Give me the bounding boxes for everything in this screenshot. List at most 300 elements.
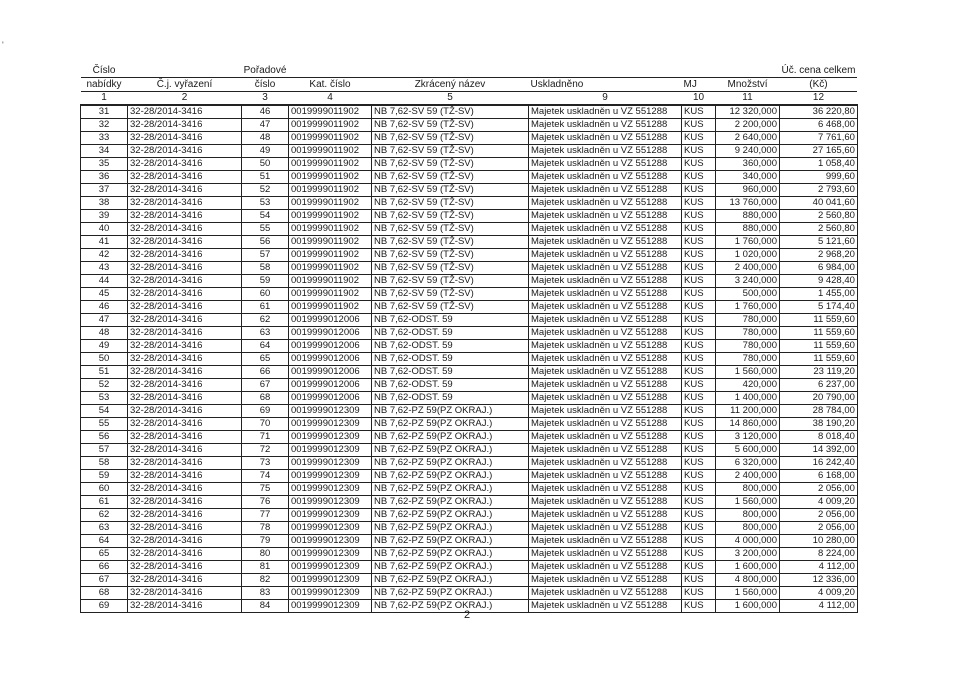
- storage-location-cell: Majetek uskladněn u VZ 551288: [529, 236, 682, 249]
- reference-number-cell: 32-28/2014-3416: [128, 249, 242, 262]
- storage-location-cell: Majetek uskladněn u VZ 551288: [529, 561, 682, 574]
- catalog-number-cell: 0019999012309: [289, 509, 372, 522]
- offer-number-cell: 40: [81, 223, 128, 236]
- total-price-cell: 6 468,00: [780, 119, 858, 132]
- reference-number-cell: 32-28/2014-3416: [128, 353, 242, 366]
- quantity-cell: 3 200,000: [716, 548, 780, 561]
- short-name-cell: NB 7,62-SV 59 (TŽ-SV): [372, 262, 529, 275]
- total-price-cell: 12 336,00: [780, 574, 858, 587]
- storage-location-cell: Majetek uskladněn u VZ 551288: [529, 171, 682, 184]
- catalog-number-cell: 0019999012309: [289, 483, 372, 496]
- reference-number-cell: 32-28/2014-3416: [128, 275, 242, 288]
- unit-cell: KUS: [682, 574, 716, 587]
- reference-number-cell: 32-28/2014-3416: [128, 210, 242, 223]
- total-price-cell: 6 237,00: [780, 379, 858, 392]
- quantity-cell: 800,000: [716, 483, 780, 496]
- unit-cell: KUS: [682, 236, 716, 249]
- table-row: [81, 548, 858, 561]
- offer-number-cell: 44: [81, 275, 128, 288]
- table-row: [81, 262, 858, 275]
- total-price-cell: 2 560,80: [780, 223, 858, 236]
- column-number: 11: [716, 92, 780, 106]
- table-row: [81, 431, 858, 444]
- reference-number-cell: 32-28/2014-3416: [128, 158, 242, 171]
- short-name-cell: NB 7,62-SV 59 (TŽ-SV): [372, 158, 529, 171]
- total-price-cell: 2 793,60: [780, 184, 858, 197]
- quantity-cell: 360,000: [716, 158, 780, 171]
- unit-cell: KUS: [682, 132, 716, 145]
- reference-number-cell: 32-28/2014-3416: [128, 340, 242, 353]
- storage-location-cell: Majetek uskladněn u VZ 551288: [529, 132, 682, 145]
- storage-location-cell: Majetek uskladněn u VZ 551288: [529, 314, 682, 327]
- order-number-cell: 47: [242, 119, 289, 132]
- catalog-number-cell: 0019999012309: [289, 574, 372, 587]
- short-name-cell: NB 7,62-ODST. 59: [372, 379, 529, 392]
- offer-number-cell: 57: [81, 444, 128, 457]
- table-row: [81, 249, 858, 262]
- table-row: [81, 132, 858, 145]
- storage-location-cell: Majetek uskladněn u VZ 551288: [529, 587, 682, 600]
- offer-number-cell: 36: [81, 171, 128, 184]
- short-name-cell: NB 7,62-ODST. 59: [372, 314, 529, 327]
- inventory-table: [80, 64, 858, 613]
- total-price-cell: 27 165,60: [780, 145, 858, 158]
- short-name-cell: NB 7,62-SV 59 (TŽ-SV): [372, 119, 529, 132]
- quantity-cell: 9 240,000: [716, 145, 780, 158]
- reference-number-cell: 32-28/2014-3416: [128, 379, 242, 392]
- short-name-cell: NB 7,62-PZ 59(PZ OKRAJ.): [372, 444, 529, 457]
- catalog-number-cell: 0019999011902: [289, 236, 372, 249]
- unit-cell: KUS: [682, 158, 716, 171]
- catalog-number-cell: 0019999012006: [289, 340, 372, 353]
- total-price-cell: 23 119,20: [780, 366, 858, 379]
- column-number: 2: [128, 92, 242, 106]
- quantity-cell: 780,000: [716, 327, 780, 340]
- header-cell: číslo: [242, 78, 289, 92]
- short-name-cell: NB 7,62-PZ 59(PZ OKRAJ.): [372, 600, 529, 613]
- quantity-cell: 1 560,000: [716, 587, 780, 600]
- unit-cell: KUS: [682, 431, 716, 444]
- total-price-cell: 20 790,00: [780, 392, 858, 405]
- table-row: [81, 288, 858, 301]
- unit-cell: KUS: [682, 119, 716, 132]
- offer-number-cell: 31: [81, 105, 128, 119]
- unit-cell: KUS: [682, 457, 716, 470]
- total-price-cell: 28 784,00: [780, 405, 858, 418]
- table-body: [81, 105, 858, 613]
- table-row: [81, 184, 858, 197]
- storage-location-cell: Majetek uskladněn u VZ 551288: [529, 379, 682, 392]
- reference-number-cell: 32-28/2014-3416: [128, 314, 242, 327]
- total-price-cell: 11 559,60: [780, 314, 858, 327]
- total-price-cell: 2 056,00: [780, 522, 858, 535]
- table-row: [81, 535, 858, 548]
- table-row: [81, 340, 858, 353]
- header-cell: [372, 64, 529, 78]
- total-price-cell: 4 112,00: [780, 600, 858, 613]
- catalog-number-cell: 0019999012006: [289, 392, 372, 405]
- catalog-number-cell: 0019999011902: [289, 132, 372, 145]
- short-name-cell: NB 7,62-PZ 59(PZ OKRAJ.): [372, 470, 529, 483]
- short-name-cell: NB 7,62-SV 59 (TŽ-SV): [372, 236, 529, 249]
- unit-cell: KUS: [682, 470, 716, 483]
- reference-number-cell: 32-28/2014-3416: [128, 561, 242, 574]
- total-price-cell: 4 112,00: [780, 561, 858, 574]
- offer-number-cell: 49: [81, 340, 128, 353]
- header-cell: [529, 64, 682, 78]
- order-number-cell: 75: [242, 483, 289, 496]
- total-price-cell: 7 761,60: [780, 132, 858, 145]
- short-name-cell: NB 7,62-ODST. 59: [372, 353, 529, 366]
- header-cell: Číslo: [81, 64, 128, 78]
- order-number-cell: 83: [242, 587, 289, 600]
- storage-location-cell: Majetek uskladněn u VZ 551288: [529, 483, 682, 496]
- catalog-number-cell: 0019999012309: [289, 470, 372, 483]
- reference-number-cell: 32-28/2014-3416: [128, 236, 242, 249]
- catalog-number-cell: 0019999012006: [289, 314, 372, 327]
- table-row: [81, 470, 858, 483]
- offer-number-cell: 46: [81, 301, 128, 314]
- quantity-cell: 500,000: [716, 288, 780, 301]
- storage-location-cell: Majetek uskladněn u VZ 551288: [529, 288, 682, 301]
- reference-number-cell: 32-28/2014-3416: [128, 535, 242, 548]
- unit-cell: KUS: [682, 548, 716, 561]
- quantity-cell: 780,000: [716, 340, 780, 353]
- short-name-cell: NB 7,62-ODST. 59: [372, 340, 529, 353]
- total-price-cell: 4 009,20: [780, 587, 858, 600]
- storage-location-cell: Majetek uskladněn u VZ 551288: [529, 509, 682, 522]
- storage-location-cell: Majetek uskladněn u VZ 551288: [529, 105, 682, 119]
- short-name-cell: NB 7,62-SV 59 (TŽ-SV): [372, 249, 529, 262]
- order-number-cell: 73: [242, 457, 289, 470]
- column-number: 9: [529, 92, 682, 106]
- total-price-cell: 2 560,80: [780, 210, 858, 223]
- total-price-cell: 5 121,60: [780, 236, 858, 249]
- order-number-cell: 51: [242, 171, 289, 184]
- table-row: [81, 457, 858, 470]
- header-cell: [682, 64, 716, 78]
- offer-number-cell: 42: [81, 249, 128, 262]
- header-cell: (Kč): [780, 78, 858, 92]
- order-number-cell: 84: [242, 600, 289, 613]
- quantity-cell: 960,000: [716, 184, 780, 197]
- table-row: [81, 210, 858, 223]
- offer-number-cell: 43: [81, 262, 128, 275]
- total-price-cell: 11 559,60: [780, 340, 858, 353]
- order-number-cell: 62: [242, 314, 289, 327]
- unit-cell: KUS: [682, 379, 716, 392]
- order-number-cell: 48: [242, 132, 289, 145]
- total-price-cell: 4 009,20: [780, 496, 858, 509]
- unit-cell: KUS: [682, 275, 716, 288]
- total-price-cell: 36 220,80: [780, 105, 858, 119]
- offer-number-cell: 32: [81, 119, 128, 132]
- table-row: [81, 392, 858, 405]
- total-price-cell: 38 190,20: [780, 418, 858, 431]
- storage-location-cell: Majetek uskladněn u VZ 551288: [529, 184, 682, 197]
- catalog-number-cell: 0019999011902: [289, 262, 372, 275]
- order-number-cell: 81: [242, 561, 289, 574]
- short-name-cell: NB 7,62-SV 59 (TŽ-SV): [372, 288, 529, 301]
- unit-cell: KUS: [682, 353, 716, 366]
- order-number-cell: 59: [242, 275, 289, 288]
- order-number-cell: 70: [242, 418, 289, 431]
- quantity-cell: 420,000: [716, 379, 780, 392]
- reference-number-cell: 32-28/2014-3416: [128, 119, 242, 132]
- column-number: 1: [81, 92, 128, 106]
- unit-cell: KUS: [682, 197, 716, 210]
- unit-cell: KUS: [682, 301, 716, 314]
- short-name-cell: NB 7,62-SV 59 (TŽ-SV): [372, 197, 529, 210]
- order-number-cell: 79: [242, 535, 289, 548]
- order-number-cell: 76: [242, 496, 289, 509]
- storage-location-cell: Majetek uskladněn u VZ 551288: [529, 431, 682, 444]
- unit-cell: KUS: [682, 483, 716, 496]
- catalog-number-cell: 0019999012309: [289, 548, 372, 561]
- short-name-cell: NB 7,62-SV 59 (TŽ-SV): [372, 171, 529, 184]
- total-price-cell: 40 041,60: [780, 197, 858, 210]
- total-price-cell: 1 058,40: [780, 158, 858, 171]
- table-row: [81, 145, 858, 158]
- quantity-cell: 1 600,000: [716, 600, 780, 613]
- offer-number-cell: 60: [81, 483, 128, 496]
- storage-location-cell: Majetek uskladněn u VZ 551288: [529, 262, 682, 275]
- offer-number-cell: 66: [81, 561, 128, 574]
- order-number-cell: 55: [242, 223, 289, 236]
- reference-number-cell: 32-28/2014-3416: [128, 587, 242, 600]
- reference-number-cell: 32-28/2014-3416: [128, 470, 242, 483]
- quantity-cell: 880,000: [716, 210, 780, 223]
- header-cell: MJ: [682, 78, 716, 92]
- quantity-cell: 780,000: [716, 353, 780, 366]
- order-number-cell: 54: [242, 210, 289, 223]
- quantity-cell: 3 240,000: [716, 275, 780, 288]
- offer-number-cell: 52: [81, 379, 128, 392]
- unit-cell: KUS: [682, 509, 716, 522]
- offer-number-cell: 33: [81, 132, 128, 145]
- offer-number-cell: 47: [81, 314, 128, 327]
- reference-number-cell: 32-28/2014-3416: [128, 262, 242, 275]
- offer-number-cell: 65: [81, 548, 128, 561]
- unit-cell: KUS: [682, 184, 716, 197]
- total-price-cell: 1 455,00: [780, 288, 858, 301]
- total-price-cell: 2 968,20: [780, 249, 858, 262]
- document-page: [80, 64, 858, 613]
- offer-number-cell: 41: [81, 236, 128, 249]
- quantity-cell: 2 640,000: [716, 132, 780, 145]
- catalog-number-cell: 0019999011902: [289, 158, 372, 171]
- storage-location-cell: Majetek uskladněn u VZ 551288: [529, 353, 682, 366]
- quantity-cell: 1 400,000: [716, 392, 780, 405]
- catalog-number-cell: 0019999012309: [289, 405, 372, 418]
- quantity-cell: 780,000: [716, 314, 780, 327]
- total-price-cell: 16 242,40: [780, 457, 858, 470]
- total-price-cell: 999,60: [780, 171, 858, 184]
- table-row: [81, 483, 858, 496]
- storage-location-cell: Majetek uskladněn u VZ 551288: [529, 496, 682, 509]
- catalog-number-cell: 0019999012309: [289, 418, 372, 431]
- catalog-number-cell: 0019999011902: [289, 145, 372, 158]
- header-cell: [289, 64, 372, 78]
- unit-cell: KUS: [682, 392, 716, 405]
- catalog-number-cell: 0019999011902: [289, 275, 372, 288]
- table-row: [81, 379, 858, 392]
- reference-number-cell: 32-28/2014-3416: [128, 392, 242, 405]
- unit-cell: KUS: [682, 340, 716, 353]
- table-row: [81, 496, 858, 509]
- quantity-cell: 6 320,000: [716, 457, 780, 470]
- reference-number-cell: 32-28/2014-3416: [128, 444, 242, 457]
- reference-number-cell: 32-28/2014-3416: [128, 522, 242, 535]
- storage-location-cell: Majetek uskladněn u VZ 551288: [529, 548, 682, 561]
- table-row: [81, 223, 858, 236]
- storage-location-cell: Majetek uskladněn u VZ 551288: [529, 119, 682, 132]
- storage-location-cell: Majetek uskladněn u VZ 551288: [529, 275, 682, 288]
- offer-number-cell: 64: [81, 535, 128, 548]
- storage-location-cell: Majetek uskladněn u VZ 551288: [529, 223, 682, 236]
- quantity-cell: 2 400,000: [716, 470, 780, 483]
- table-row: [81, 158, 858, 171]
- total-price-cell: 5 174,40: [780, 301, 858, 314]
- quantity-cell: 880,000: [716, 223, 780, 236]
- reference-number-cell: 32-28/2014-3416: [128, 301, 242, 314]
- table-row: [81, 366, 858, 379]
- total-price-cell: 9 428,40: [780, 275, 858, 288]
- header-cell: [128, 64, 242, 78]
- column-number: 12: [780, 92, 858, 106]
- total-price-cell: 2 056,00: [780, 509, 858, 522]
- header-row-2: [81, 78, 858, 92]
- catalog-number-cell: 0019999011902: [289, 105, 372, 119]
- unit-cell: KUS: [682, 314, 716, 327]
- short-name-cell: NB 7,62-SV 59 (TŽ-SV): [372, 132, 529, 145]
- storage-location-cell: Majetek uskladněn u VZ 551288: [529, 470, 682, 483]
- table-row: [81, 509, 858, 522]
- order-number-cell: 71: [242, 431, 289, 444]
- reference-number-cell: 32-28/2014-3416: [128, 223, 242, 236]
- quantity-cell: 4 000,000: [716, 535, 780, 548]
- total-price-cell: 8 224,00: [780, 548, 858, 561]
- offer-number-cell: 61: [81, 496, 128, 509]
- catalog-number-cell: 0019999012309: [289, 522, 372, 535]
- short-name-cell: NB 7,62-SV 59 (TŽ-SV): [372, 223, 529, 236]
- catalog-number-cell: 0019999011902: [289, 249, 372, 262]
- reference-number-cell: 32-28/2014-3416: [128, 457, 242, 470]
- offer-number-cell: 37: [81, 184, 128, 197]
- short-name-cell: NB 7,62-SV 59 (TŽ-SV): [372, 301, 529, 314]
- table-row: [81, 574, 858, 587]
- unit-cell: KUS: [682, 171, 716, 184]
- header-cell: Č.j. vyřazení: [128, 78, 242, 92]
- short-name-cell: NB 7,62-SV 59 (TŽ-SV): [372, 184, 529, 197]
- order-number-cell: 65: [242, 353, 289, 366]
- reference-number-cell: 32-28/2014-3416: [128, 132, 242, 145]
- unit-cell: KUS: [682, 587, 716, 600]
- table-row: [81, 444, 858, 457]
- storage-location-cell: Majetek uskladněn u VZ 551288: [529, 600, 682, 613]
- catalog-number-cell: 0019999012006: [289, 327, 372, 340]
- offer-number-cell: 48: [81, 327, 128, 340]
- unit-cell: KUS: [682, 288, 716, 301]
- offer-number-cell: 53: [81, 392, 128, 405]
- unit-cell: KUS: [682, 496, 716, 509]
- reference-number-cell: 32-28/2014-3416: [128, 366, 242, 379]
- catalog-number-cell: 0019999012309: [289, 600, 372, 613]
- reference-number-cell: 32-28/2014-3416: [128, 574, 242, 587]
- unit-cell: KUS: [682, 262, 716, 275]
- order-number-cell: 56: [242, 236, 289, 249]
- quantity-cell: 2 400,000: [716, 262, 780, 275]
- column-number: 5: [372, 92, 529, 106]
- storage-location-cell: Majetek uskladněn u VZ 551288: [529, 145, 682, 158]
- storage-location-cell: Majetek uskladněn u VZ 551288: [529, 405, 682, 418]
- total-price-cell: 6 168,00: [780, 470, 858, 483]
- unit-cell: KUS: [682, 105, 716, 119]
- column-number: 3: [242, 92, 289, 106]
- catalog-number-cell: 0019999012309: [289, 561, 372, 574]
- total-price-cell: 14 392,00: [780, 444, 858, 457]
- offer-number-cell: 54: [81, 405, 128, 418]
- catalog-number-cell: 0019999012309: [289, 457, 372, 470]
- total-price-cell: 11 559,60: [780, 327, 858, 340]
- offer-number-cell: 62: [81, 509, 128, 522]
- table-row: [81, 327, 858, 340]
- quantity-cell: 800,000: [716, 522, 780, 535]
- reference-number-cell: 32-28/2014-3416: [128, 105, 242, 119]
- quantity-cell: 13 760,000: [716, 197, 780, 210]
- offer-number-cell: 59: [81, 470, 128, 483]
- quantity-cell: 12 320,000: [716, 105, 780, 119]
- offer-number-cell: 51: [81, 366, 128, 379]
- header-row-1: [81, 64, 858, 78]
- unit-cell: KUS: [682, 444, 716, 457]
- unit-cell: KUS: [682, 223, 716, 236]
- catalog-number-cell: 0019999012309: [289, 535, 372, 548]
- short-name-cell: NB 7,62-PZ 59(PZ OKRAJ.): [372, 535, 529, 548]
- short-name-cell: NB 7,62-PZ 59(PZ OKRAJ.): [372, 496, 529, 509]
- unit-cell: KUS: [682, 145, 716, 158]
- total-price-cell: 2 056,00: [780, 483, 858, 496]
- offer-number-cell: 69: [81, 600, 128, 613]
- offer-number-cell: 55: [81, 418, 128, 431]
- reference-number-cell: 32-28/2014-3416: [128, 184, 242, 197]
- short-name-cell: NB 7,62-SV 59 (TŽ-SV): [372, 210, 529, 223]
- unit-cell: KUS: [682, 522, 716, 535]
- storage-location-cell: Majetek uskladněn u VZ 551288: [529, 522, 682, 535]
- short-name-cell: NB 7,62-PZ 59(PZ OKRAJ.): [372, 522, 529, 535]
- quantity-cell: 14 860,000: [716, 418, 780, 431]
- margin-mark: ': [2, 40, 4, 50]
- table-row: [81, 522, 858, 535]
- total-price-cell: 11 559,60: [780, 353, 858, 366]
- short-name-cell: NB 7,62-PZ 59(PZ OKRAJ.): [372, 561, 529, 574]
- header-cell: Kat. číslo: [289, 78, 372, 92]
- order-number-cell: 52: [242, 184, 289, 197]
- offer-number-cell: 35: [81, 158, 128, 171]
- short-name-cell: NB 7,62-PZ 59(PZ OKRAJ.): [372, 483, 529, 496]
- unit-cell: KUS: [682, 405, 716, 418]
- unit-cell: KUS: [682, 418, 716, 431]
- reference-number-cell: 32-28/2014-3416: [128, 600, 242, 613]
- offer-number-cell: 50: [81, 353, 128, 366]
- catalog-number-cell: 0019999012006: [289, 353, 372, 366]
- reference-number-cell: 32-28/2014-3416: [128, 548, 242, 561]
- quantity-cell: 4 800,000: [716, 574, 780, 587]
- order-number-cell: 60: [242, 288, 289, 301]
- table-row: [81, 236, 858, 249]
- short-name-cell: NB 7,62-SV 59 (TŽ-SV): [372, 275, 529, 288]
- short-name-cell: NB 7,62-PZ 59(PZ OKRAJ.): [372, 509, 529, 522]
